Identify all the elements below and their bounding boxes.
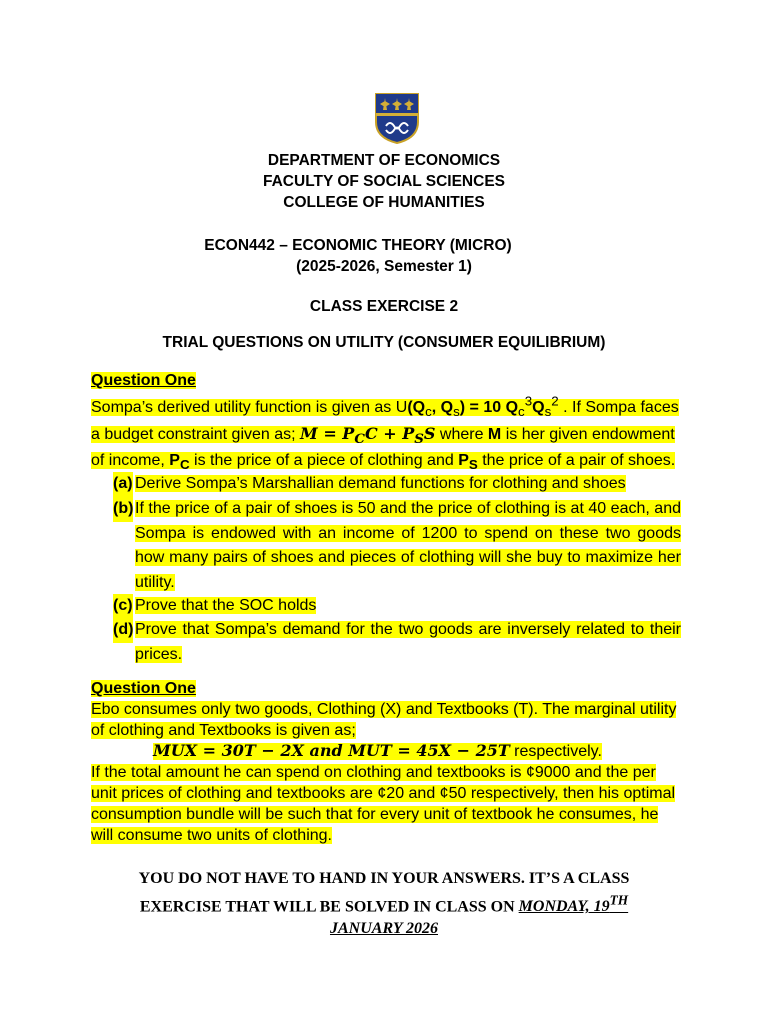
question-one-paragraph: Sompa’s derived utility function is given as $U(Q_c$, $Q_s) = 10$ $Q_c^3Q_s^2$ . If Sompa faces a budget constraint given as; $M = P_CC + P_SS$ where M is her given endowment of income, $P_C$ is the price of a piece of clothing and $P_S$ the price of a pair of shoes. [91, 394, 679, 472]
marginal-utility-equation: MUX = 30T − 2X and MUT = 45X − 25T [153, 741, 510, 760]
topic-title: TRIAL QUESTIONS ON UTILITY (CONSUMER EQUILIBRIUM) [162, 334, 606, 351]
question-heading: Question One [91, 372, 196, 389]
department-name: DEPARTMENT OF ECONOMICS [267, 152, 501, 169]
question-one-block [91, 370, 681, 475]
exercise-title: CLASS EXERCISE 2 [309, 298, 459, 315]
question-heading: Question One [91, 680, 196, 697]
university-crest-logo [374, 92, 420, 144]
marginal-utility-equation-line: MUX = 30T − 2X and MUT = 45X − 25T respectively. [153, 741, 602, 760]
budget-constraint-equation: $M = P_CC + P_SS$ [300, 423, 436, 447]
question-two-intro: Ebo consumes only two goods, Clothing (X) and Textbooks (T). The marginal utility of clothing and Textbooks is given as; [91, 701, 677, 739]
question-two-block [91, 678, 681, 741]
question-item-b: (b) If the price of a pair of shoes is 50 and the price of clothing is at 40 each, and Sompa is endowed with an income of 1200 to spend on these two goods how many pairs of shoes and pieces of clothing will she buy to maximize her utility. [113, 497, 681, 595]
session-title: (2025-2026, Semester 1) [296, 258, 472, 275]
college-name: COLLEGE OF HUMANITIES [283, 194, 485, 211]
course-title: ECON442 – ECONOMIC THEORY (MICRO) [204, 237, 512, 254]
question-item-d: (d) Prove that Sompa’s demand for the two goods are inversely related to their prices. [113, 618, 681, 667]
question-item-c: (c) Prove that the SOC holds [113, 594, 681, 619]
question-two-body: If the total amount he can spend on clothing and textbooks is ¢9000 and the per unit prices of clothing and textbooks are ¢20 and ¢50 respectively, then his optimal consumption bundle will be such that for every unit of textbook he consumes, he will consume two units of clothing. [91, 764, 676, 844]
question-item-a: (a) Derive Sompa’s Marshallian demand functions for clothing and shoes [113, 472, 681, 497]
footer-notice: YOU DO NOT HAVE TO HAND IN YOUR ANSWERS. IT’S A CLASS EXERCISE THAT WILL BE SOLVED IN CLASS ON MONDAY, 19TH JANUARY 2026 [138, 870, 630, 938]
faculty-name: FACULTY OF SOCIAL SCIENCES [263, 173, 505, 190]
